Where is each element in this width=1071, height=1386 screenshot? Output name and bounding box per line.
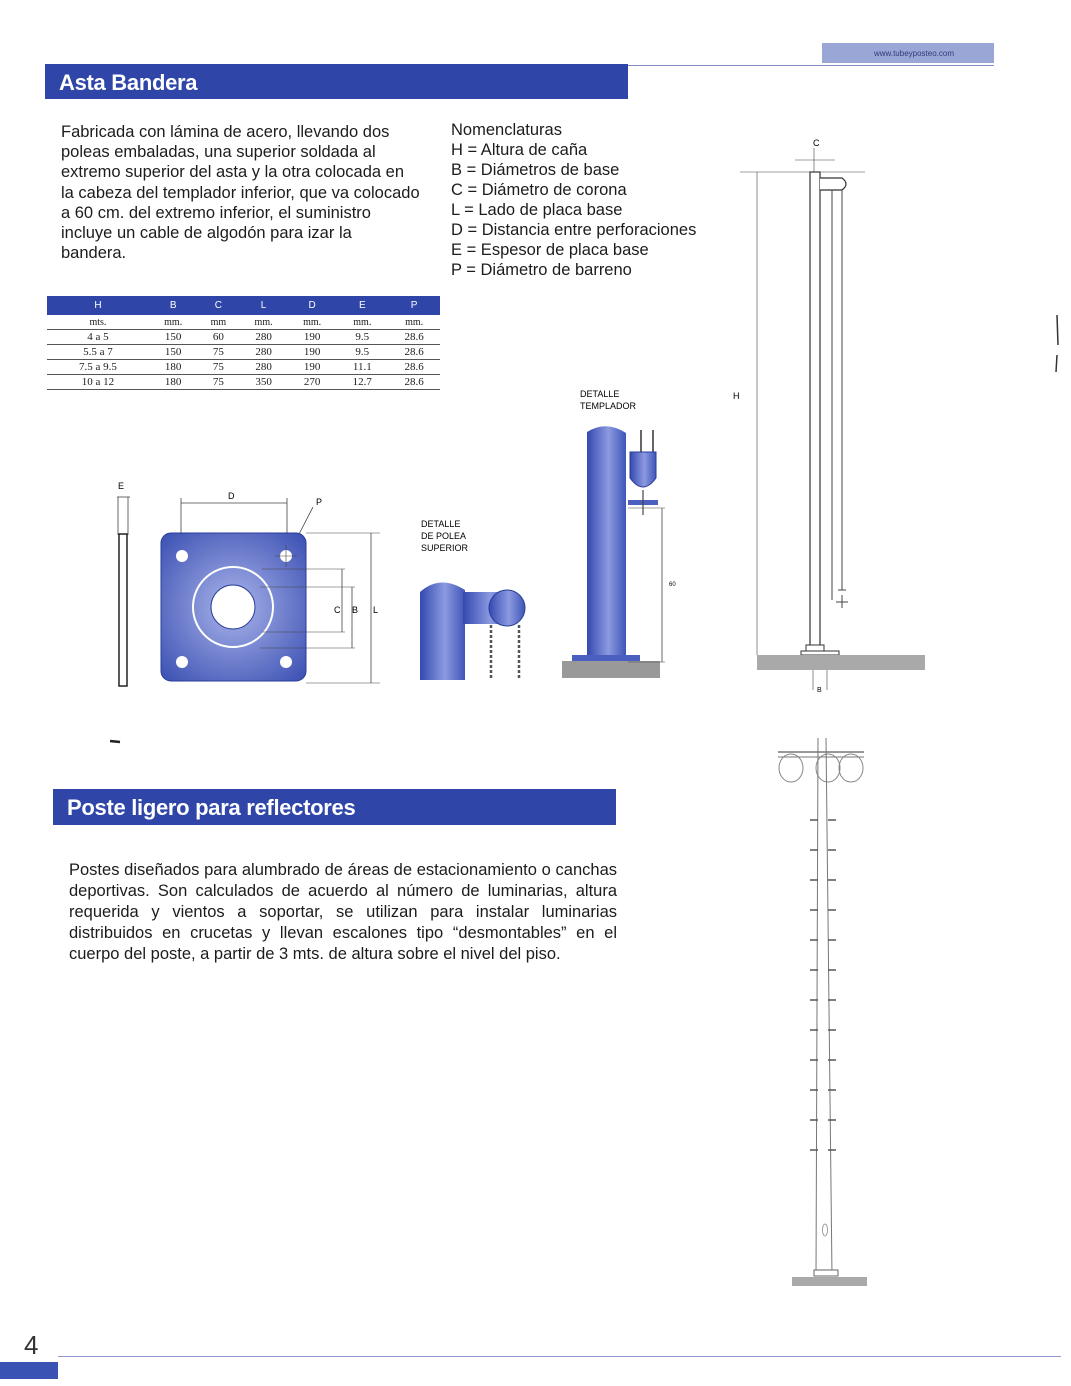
table-cell: 75 bbox=[197, 360, 239, 375]
table-cell: 9.5 bbox=[336, 345, 388, 360]
table-cell: 5.5 a 7 bbox=[47, 345, 149, 360]
label-c-top: C bbox=[813, 138, 820, 148]
table-cell: mm. bbox=[239, 315, 288, 330]
table-cell: 280 bbox=[239, 330, 288, 345]
table-cell: 7.5 a 9.5 bbox=[47, 360, 149, 375]
label-d: D bbox=[228, 491, 235, 501]
base-plate-top-view bbox=[161, 491, 380, 683]
table-cell: 12.7 bbox=[336, 375, 388, 390]
table-cell: 190 bbox=[288, 330, 337, 345]
table-header-cell: H bbox=[47, 296, 149, 315]
poste-ligero-description: Postes diseñados para alumbrado de áreas de estacionamiento o canchas deportivas. Son calculados de acuerdo al número de luminarias, altura requerida y vientos a soportar, se utilizan para instalar luminarias distribuidos en crucetas y llevan escalones tipo “desmontables” en el cuerpo del poste, a partir de 3 mts. de altura sobre el nivel del piso. bbox=[69, 861, 617, 963]
table-cell: 190 bbox=[288, 360, 337, 375]
label-detalle-polea-1: DETALLE bbox=[421, 519, 461, 529]
table-cell: 60 bbox=[197, 330, 239, 345]
table-cell: mm. bbox=[288, 315, 337, 330]
table-cell: 75 bbox=[197, 345, 239, 360]
asta-bandera-description: Fabricada con lámina de acero, llevando dos poleas embaladas, una superior soldada al extremo superior del asta y la otra colocada en la cabeza del templador inferior, que va colocado a 60 cm. del extremo inferior, el suministro incluye un cable de algodón para izar la bandera. bbox=[61, 123, 420, 263]
nomenclature-title: Nomenclaturas bbox=[451, 121, 562, 139]
label-sixty: 60 bbox=[669, 582, 676, 588]
table-cell: mm. bbox=[336, 315, 388, 330]
pulley-detail bbox=[420, 519, 525, 680]
table-cell: 75 bbox=[197, 375, 239, 390]
nomenclature-item: P = Diámetro de barreno bbox=[451, 261, 632, 279]
table-cell: 280 bbox=[239, 360, 288, 375]
table-cell: 350 bbox=[239, 375, 288, 390]
label-c: C bbox=[334, 605, 341, 615]
label-b: B bbox=[352, 605, 359, 615]
table-cell: 270 bbox=[288, 375, 337, 390]
base-plate-side-view bbox=[117, 481, 130, 686]
nomenclature-item: L = Lado de placa base bbox=[451, 201, 623, 219]
website-url: www.tubeyposteo.com bbox=[822, 43, 994, 63]
table-cell: 11.1 bbox=[336, 360, 388, 375]
table-cell: mm. bbox=[388, 315, 440, 330]
table-cell: 28.6 bbox=[388, 345, 440, 360]
table-header-cell: L bbox=[239, 296, 288, 315]
label-l: L bbox=[373, 605, 379, 615]
table-header-cell: C bbox=[197, 296, 239, 315]
table-cell: mm bbox=[197, 315, 239, 330]
table-cell: 180 bbox=[149, 375, 198, 390]
label-detalle-polea-2: DE POLEA bbox=[421, 531, 467, 541]
page-number: 4 bbox=[24, 1330, 39, 1360]
nomenclature-item: D = Distancia entre perforaciones bbox=[451, 221, 697, 239]
table-cell: 28.6 bbox=[388, 375, 440, 390]
footer-accent-bar bbox=[0, 1362, 58, 1379]
table-cell: 150 bbox=[149, 330, 198, 345]
table-cell: 9.5 bbox=[336, 330, 388, 345]
footer-rule bbox=[58, 1356, 1061, 1357]
section-title-asta-bandera: Asta Bandera bbox=[45, 64, 628, 99]
light-pole-elevation bbox=[778, 738, 867, 1286]
table-cell: mm. bbox=[149, 315, 198, 330]
table-header-cell: D bbox=[288, 296, 337, 315]
label-detalle-polea-3: SUPERIOR bbox=[421, 543, 469, 553]
label-detalle-templador-1: DETALLE bbox=[580, 389, 620, 399]
table-cell: mts. bbox=[47, 315, 149, 330]
table-cell: 190 bbox=[288, 345, 337, 360]
table-header-cell: B bbox=[149, 296, 198, 315]
flagpole-elevation bbox=[733, 138, 925, 694]
table-cell: 10 a 12 bbox=[47, 375, 149, 390]
table-cell: 180 bbox=[149, 360, 198, 375]
table-header-cell: E bbox=[336, 296, 388, 315]
label-p: P bbox=[316, 497, 323, 507]
table-cell: 280 bbox=[239, 345, 288, 360]
label-e: E bbox=[118, 481, 125, 491]
nomenclature-item: B = Diámetros de base bbox=[451, 161, 620, 179]
table-cell: 4 a 5 bbox=[47, 330, 149, 345]
nomenclature-item: C = Diámetro de corona bbox=[451, 181, 627, 199]
tensioner-detail bbox=[562, 389, 676, 678]
nomenclature-item: E = Espesor de placa base bbox=[451, 241, 649, 259]
label-detalle-templador-2: TEMPLADOR bbox=[580, 401, 637, 411]
table-cell: 150 bbox=[149, 345, 198, 360]
table-cell: 28.6 bbox=[388, 330, 440, 345]
table-header-cell: P bbox=[388, 296, 440, 315]
nomenclature-item: H = Altura de caña bbox=[451, 141, 588, 159]
label-h: H bbox=[733, 391, 740, 401]
label-b-bottom: B bbox=[817, 687, 822, 694]
table-cell: 28.6 bbox=[388, 360, 440, 375]
section-title-poste-ligero: Poste ligero para reflectores bbox=[53, 789, 616, 825]
